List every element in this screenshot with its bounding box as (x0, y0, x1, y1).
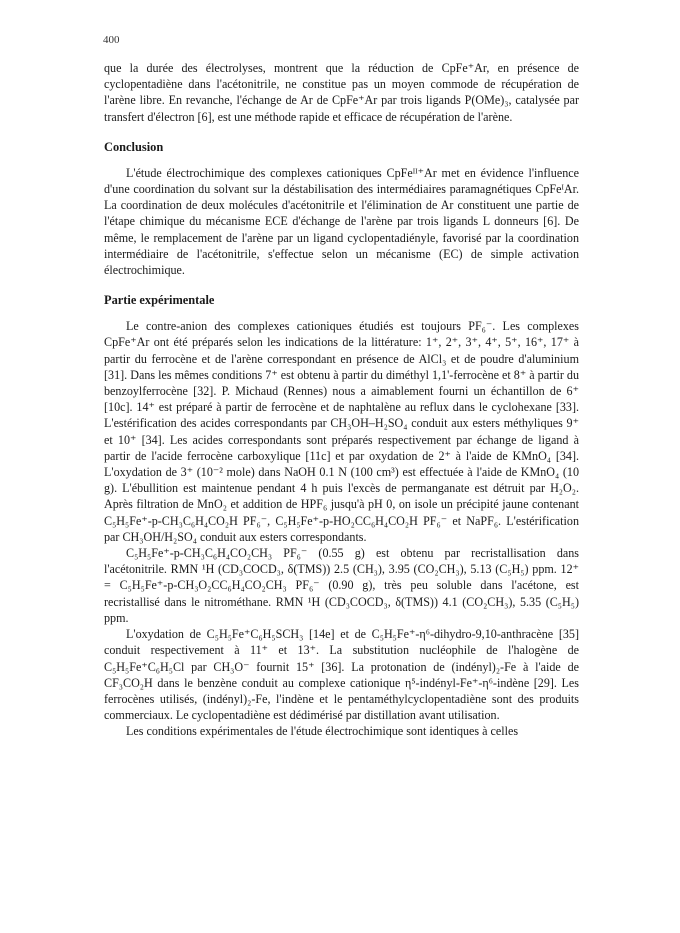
experimental-paragraph-3: L'oxydation de C₅H₅Fe⁺C₆H₅SCH₃ [14e] et de C₅H₅Fe⁺-η⁶-dihydro-9,10-anthracène [35] conduit respectivement à 11⁺ et 13⁺. La substitution nucléophile de l'halogène de C₅H₅Fe⁺C₆H₅Cl par CH₃O⁻ fournit 15⁺ [36]. La protonation de (indényl)₂-Fe à l'aide de CF₃CO₂H dans le benzène conduit au complexe cationique η⁵-indényl-Fe⁺-η⁶-indène [29]. Les ferrocènes utilisés, (indényl)₂-Fe, l'indène et le pentaméthylcyclopentadiène sont des produits commerciaux. Le cyclopentadiène est dédimérisé par distillation avant utilisation. (104, 627, 579, 723)
conclusion-heading: Conclusion (104, 139, 164, 154)
conclusion-paragraph: L'étude électrochimique des complexes cationiques CpFeᴵᴵ⁺Ar met en évidence l'influence d'une coordination du solvant sur la déstabilisation des intermédiaires paramagnétiques CpFeᴵAr. La coordination de deux molécules d'acétonitrile et l'élimination de Ar constituent une partie de l'étape chimique du mécanisme ECE d'échange de l'arène par trois ligands L donneurs [6]. De même, le remplacement de l'arène par un ligand cyclopentadiényle, favorisé par la coordination intermédiaire de l'acétonitrile, s'effectue selon un mécanisme (EC) de simple activation électrochimique. (104, 165, 579, 278)
experimental-heading: Partie expérimentale (104, 293, 215, 308)
experimental-paragraph-2: C₅H₅Fe⁺-p-CH₃C₆H₄CO₂CH₃ PF₆⁻ (0.55 g) est obtenu par recristallisation dans l'acétonitrile. RMN ¹H (CD₃COCD₃, δ(TMS)) 2.5 (CH₃), 3.95 (CO₂CH₃), 5.13 (C₅H₅) ppm. 12⁺ = C₅H₅Fe⁺-p-CH₃O₂CC₆H₄CO₂CH₃ PF₆⁻ (0.90 g), très peu soluble dans l'acétone, est recristallisé dans le nitrométhane. RMN ¹H (CD₃COCD₃, δ(TMS)) 4.1 (CO₂CH₃), 5.35 (C₅H₅) ppm. (104, 546, 579, 625)
intro-paragraph: que la durée des électrolyses, montrent que la réduction de CpFe⁺Ar, en présence de cyclopentadiène dans l'acétonitrile, ne constitue pas un moyen commode de récupération de l'arène libre. En revanche, l'échange de Ar de CpFe⁺Ar par trois ligands P(OMe)₃, catalysée par transfert d'électron [6], est une méthode rapide et efficace de récupération de l'arène. (104, 61, 579, 124)
page-body (104, 60, 579, 740)
experimental-paragraph-4: Les conditions expérimentales de l'étude électrochimique sont identiques à celles (126, 724, 519, 739)
page-number: 400 (103, 34, 120, 46)
experimental-paragraph-1: Le contre-anion des complexes cationiques étudiés est toujours PF₆⁻. Les complexes CpFe⁺Ar ont été préparés selon les indications de la littérature: 1⁺, 2⁺, 3⁺, 4⁺, 5⁺, 16⁺, 17⁺ à partir du ferrocène et de l'arène correspondant en présence de AlCl₃ et de poudre d'aluminium [31]. Dans les mêmes conditions 7⁺ est obtenu à partir du diméthyl 1,1'-ferrocène et 8⁺ à partir du benzoylferrocène [32]. P. Michaud (Rennes) nous a aimablement fourni un échantillon de 6⁺ [10c]. 14⁺ est préparé à partir de ferrocène et de naphtalène au reflux dans le cyclohexane [33]. L'estérification des acides correspondants par CH₃OH–H₂SO₄ conduit aux esters méthyliques 9⁺ et 10⁺ [34]. Les acides correspondants sont préparés respectivement par échange de ligand à partir de l'acide ferrocène carboxylique [11c] et par oxydation de 2⁺ à l'aide de KMnO₄ [34]. L'oxydation de 3⁺ (10⁻² mole) dans NaOH 0.1 N (100 cm³) est effectuée à l'aide de KMnO₄ (10 g). L'ébullition est maintenue pendant 4 h puis l'excès de permanganate est détruit par H₂O₂. Après filtration de MnO₂ et addition de HPF₆ jusqu'à pH 0, on isole un précipité jaune contenant C₅H₅Fe⁺-p-CH₃C₆H₄CO₂H PF₆⁻, C₅H₅Fe⁺-p-HO₂CC₆H₄CO₂H PF₆⁻ et NaPF₆. L'estérification par CH₃OH/H₂SO₄ conduit aux esters correspondants. (104, 319, 579, 544)
